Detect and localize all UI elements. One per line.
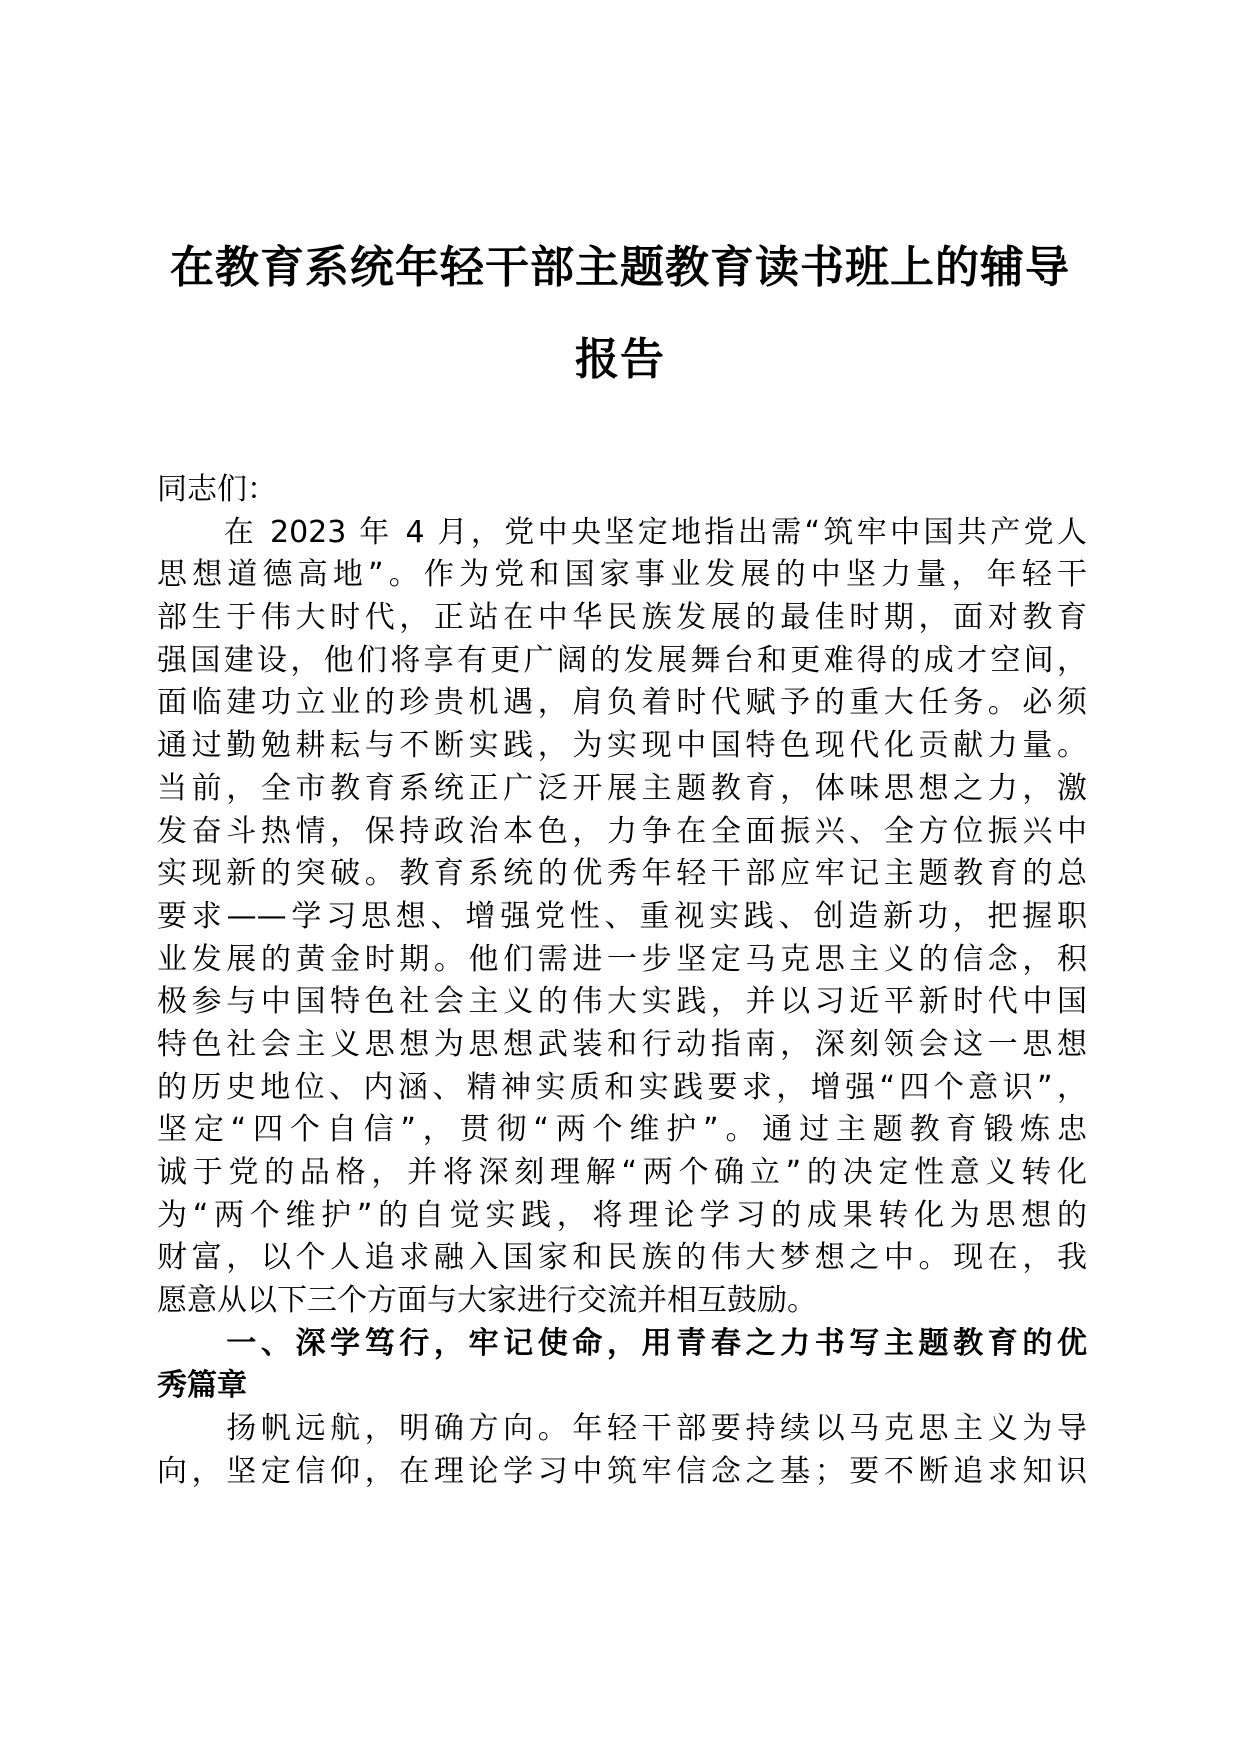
paragraph-line: 向，坚定信仰，在理论学习中筑牢信念之基；要不断追求知识 xyxy=(157,1453,1087,1489)
paragraph-line: 部生于伟大时代，正站在中华民族发展的最佳时期，面对教育 xyxy=(157,600,1087,636)
paragraph-line: 通过勤勉耕耘与不断实践，为实现中国特色现代化贡献力量。 xyxy=(157,728,1087,764)
salutation: 同志们： xyxy=(157,472,277,507)
paragraph-line: 实现新的突破。教育系统的优秀年轻干部应牢记主题教育的总 xyxy=(157,856,1087,892)
heading-line: 一、深学笃行，牢记使命，用青春之力书写主题教育的优 xyxy=(157,1325,1087,1361)
paragraph-line: 思想道德高地”。作为党和国家事业发展的中坚力量，年轻干 xyxy=(157,557,1087,593)
paragraph-line: 的历史地位、内涵、精神实质和实践要求，增强“四个意识”， xyxy=(157,1069,1087,1105)
paragraph-line: 坚定“四个自信”，贯彻“两个维护”。通过主题教育锻炼忠 xyxy=(157,1112,1087,1148)
paragraph-line: 要求——学习思想、增强党性、重视实践、创造新功，把握职 xyxy=(157,898,1087,934)
paragraph-line: 为“两个维护”的自觉实践，将理论学习的成果转化为思想的 xyxy=(157,1197,1087,1233)
paragraph-line: 发奋斗热情，保持政治本色，力争在全面振兴、全方位振兴中 xyxy=(157,813,1087,849)
paragraph-line: 在 2023 年 4 月，党中央坚定地指出需“筑牢中国共产党人 xyxy=(157,514,1087,550)
section-heading-1 xyxy=(157,1323,1087,1408)
paragraph-line: 极参与中国特色社会主义的伟大实践，并以习近平新时代中国 xyxy=(157,984,1087,1020)
paragraph-1 xyxy=(157,512,1087,1323)
paragraph-line: 强国建设，他们将享有更广阔的发展舞台和更难得的成才空间， xyxy=(157,642,1087,678)
paragraph-line: 愿意从以下三个方面与大家进行交流并相互鼓励。 xyxy=(157,1283,817,1319)
paragraph-line: 扬帆远航，明确方向。年轻干部要持续以马克思主义为导 xyxy=(157,1411,1087,1447)
paragraph-line: 当前，全市教育系统正广泛开展主题教育，体味思想之力，激 xyxy=(157,770,1087,806)
paragraph-line: 特色社会主义思想为思想武装和行动指南，深刻领会这一思想 xyxy=(157,1026,1087,1062)
document-body xyxy=(157,469,1087,1494)
paragraph-line: 财富，以个人追求融入国家和民族的伟大梦想之中。现在，我 xyxy=(157,1240,1087,1276)
heading-line: 秀篇章 xyxy=(157,1368,247,1404)
title-line-2: 报告 xyxy=(575,334,665,385)
paragraph-line: 面临建功立业的珍贵机遇，肩负着时代赋予的重大任务。必须 xyxy=(157,685,1087,721)
paragraph-line: 业发展的黄金时期。他们需进一步坚定马克思主义的信念，积 xyxy=(157,941,1087,977)
document-title xyxy=(150,222,1090,406)
paragraph-2 xyxy=(157,1408,1087,1493)
title-line-1: 在教育系统年轻干部主题教育读书班上的辅导 xyxy=(170,242,1070,293)
paragraph-line: 诚于党的品格，并将深刻理解“两个确立”的决定性意义转化 xyxy=(157,1155,1087,1190)
